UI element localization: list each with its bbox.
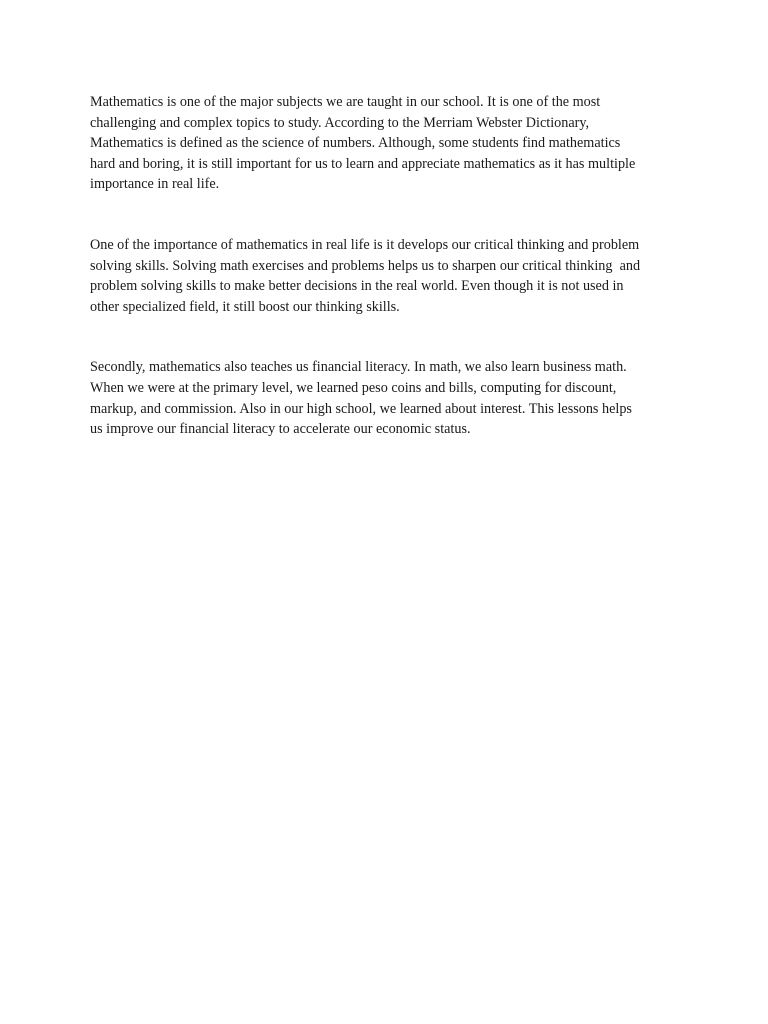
paragraph-line: Mathematics is one of the major subjects we are taught in our school. It is one of the most	[90, 94, 601, 110]
paragraph-line: One of the importance of mathematics in real life is it develops our critical thinking and problem	[90, 236, 640, 253]
paragraph-1	[90, 92, 690, 195]
paragraph-line: hard and boring, it is still important for us to learn and appreciate mathematics as it has multiple	[90, 155, 636, 172]
paragraph-line: solving skills. Solving math exercises and problems helps us to sharpen our critical thinking and	[90, 257, 641, 274]
paragraph-line: problem solving skills to make better decisions in the real world. Even though it is not used in	[90, 278, 624, 295]
paragraph-line: other specialized field, it still boost our thinking skills.	[90, 298, 400, 315]
document-body	[90, 92, 690, 440]
paragraph-line: Mathematics is defined as the science of numbers. Although, some students find mathematics	[90, 135, 621, 152]
paragraph-2	[90, 235, 690, 317]
paragraph-line: importance in real life.	[90, 176, 220, 193]
paragraph-line: challenging and complex topics to study. According to the Merriam Webster Dictionary,	[90, 114, 590, 131]
paragraph-3	[90, 357, 690, 439]
paragraph-line: Secondly, mathematics also teaches us financial literacy. In math, we also learn business math.	[90, 359, 627, 376]
paragraph-line: markup, and commission. Also in our high school, we learned about interest. This lessons helps	[90, 400, 632, 417]
paragraph-line: us improve our financial literacy to accelerate our economic status.	[90, 421, 471, 438]
paragraph-line: When we were at the primary level, we learned peso coins and bills, computing for discount,	[90, 379, 617, 396]
